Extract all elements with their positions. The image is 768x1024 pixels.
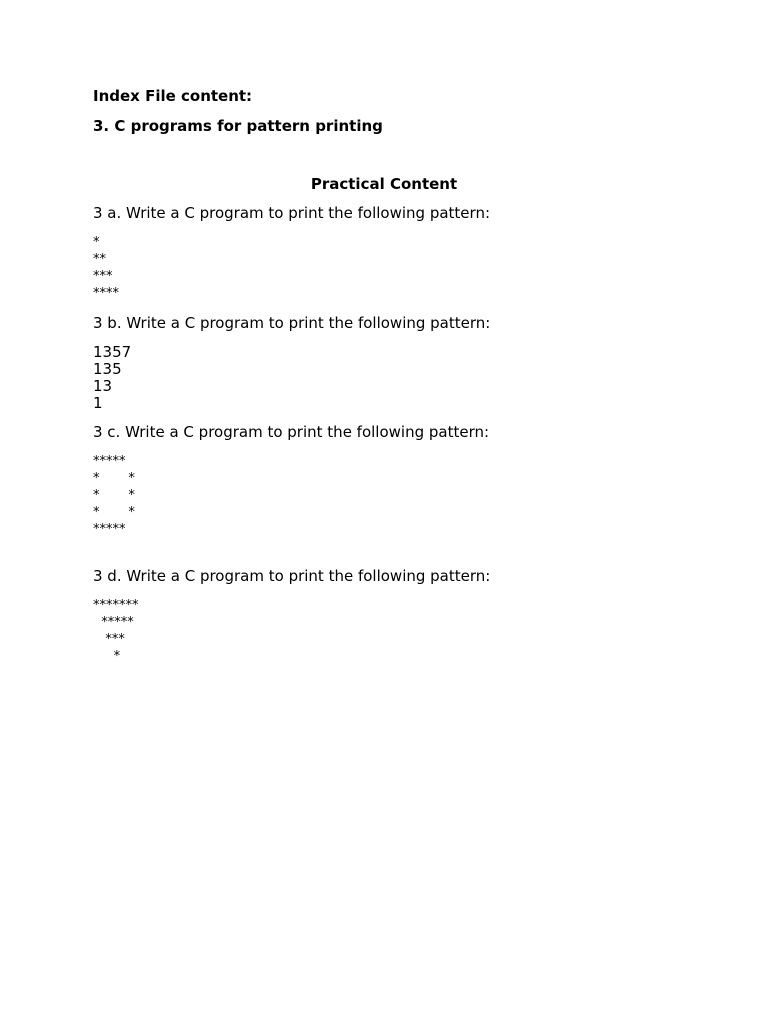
index-label: Index File content:: [93, 87, 253, 105]
section-title: 3. C programs for pattern printing: [93, 117, 383, 135]
question-3d: 3 d. Write a C program to print the following pattern:: [93, 567, 491, 585]
pattern-line: 135: [93, 360, 122, 378]
pattern-line: *****: [93, 454, 126, 469]
pattern-line: 1357: [93, 343, 132, 361]
pattern-line: ****: [93, 286, 119, 301]
question-3c: 3 c. Write a C program to print the following pattern:: [93, 423, 490, 441]
pattern-line: * *: [93, 488, 135, 503]
pattern-line: ***: [93, 269, 113, 284]
question-3a: 3 a. Write a C program to print the following pattern:: [93, 204, 491, 222]
practical-title: Practical Content: [310, 175, 458, 193]
pattern-line: 1: [93, 394, 103, 412]
pattern-line: 13: [93, 377, 113, 395]
pattern-line: ***: [93, 632, 125, 647]
pattern-line: **: [93, 252, 106, 267]
pattern-line: *: [93, 649, 121, 664]
pattern-line: *******: [93, 598, 139, 613]
pattern-line: *****: [93, 615, 134, 630]
pattern-line: * *: [93, 471, 135, 486]
pattern-line: *****: [93, 522, 126, 537]
pattern-line: * *: [93, 505, 135, 520]
pattern-line: *: [93, 235, 100, 250]
question-3b: 3 b. Write a C program to print the following pattern:: [93, 314, 491, 332]
